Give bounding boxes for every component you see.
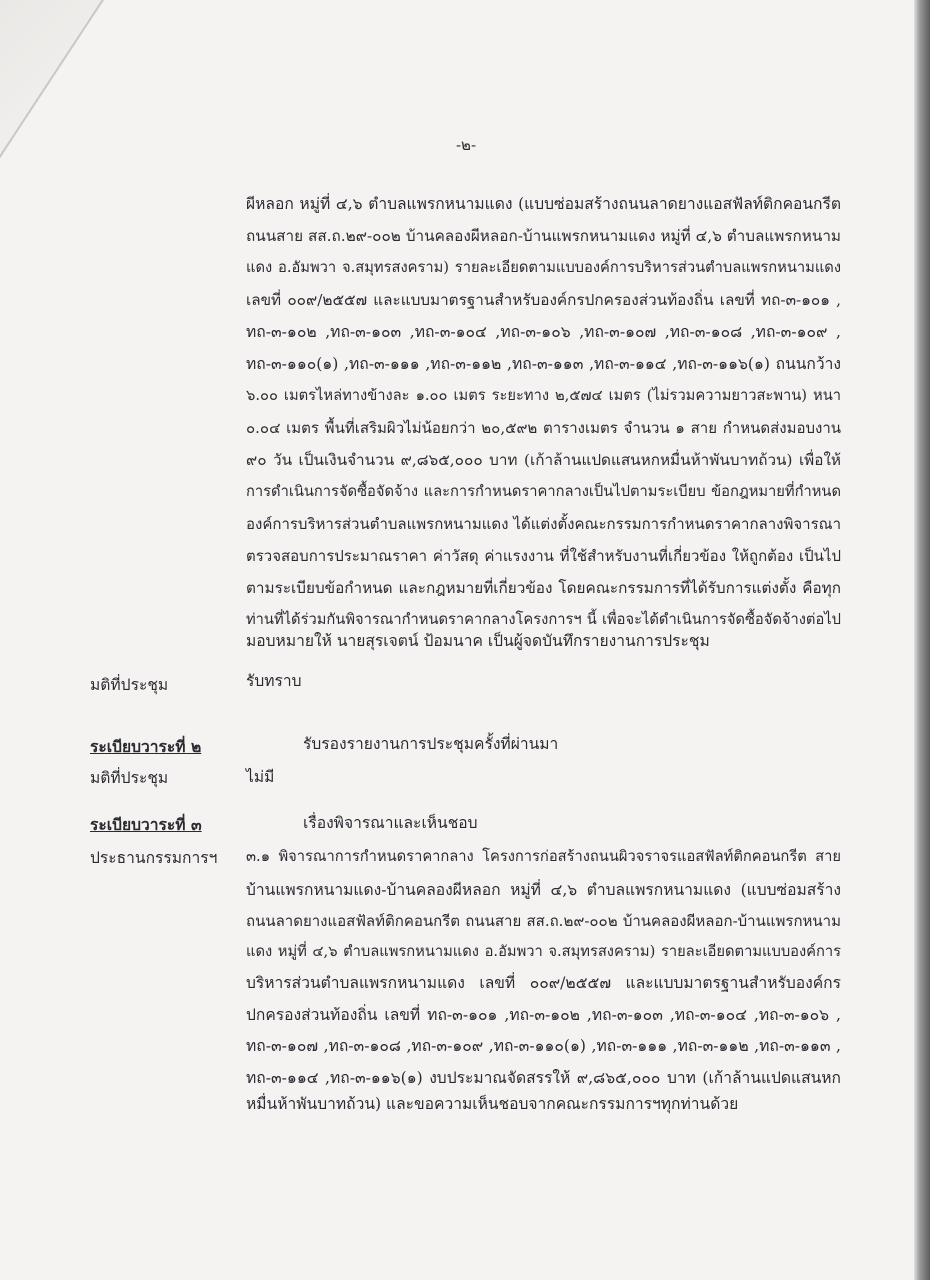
- paragraph-line: แดง หมู่ที่ ๔,๖ ตำบลแพรกหนามแดง อ.อัมพวา จ.สมุทรสงคราม) รายละเอียดตามแบบองค์การ: [246, 943, 841, 960]
- paragraph-line: ๓.๑ พิจารณาการกำหนดราคากลาง โครงการก่อสร้างถนนผิวจราจรแอสฟัลท์ติกคอนกรีต สาย: [246, 848, 841, 865]
- paragraph-line: ปกครองส่วนท้องถิ่น เลขที่ ทถ-๓-๑๐๑ ,ทถ-๓-๑๐๒ ,ทถ-๓-๑๐๓ ,ทถ-๓-๑๐๔ ,ทถ-๓-๑๐๖ ,: [246, 1006, 841, 1024]
- paragraph-line: เลขที่ ๐๐๙/๒๕๕๗ และแบบมาตรฐานสำหรับองค์กรปกครองส่วนท้องถิ่น เลขที่ ทถ-๓-๑๐๑ ,: [246, 291, 841, 309]
- paragraph-line: ผีหลอก หมู่ที่ ๔,๖ ตำบลแพรกหนามแดง (แบบซ่อมสร้างถนนลาดยางแอสฟัลท์ติกคอนกรีต: [246, 195, 841, 213]
- agenda-3-title: เรื่องพิจารณาและเห็นชอบ: [303, 814, 478, 832]
- paragraph-line: ทถ-๓-๑๑๐(๑) ,ทถ-๓-๑๑๑ ,ทถ-๓-๑๑๒ ,ทถ-๓-๑๑๓ ,ทถ-๓-๑๑๔ ,ทถ-๓-๑๑๖(๑) ถนนกว้าง: [246, 355, 841, 373]
- agenda-2-resolution-value: ไม่มี: [246, 768, 275, 786]
- resolution-label: มติที่ประชุม: [90, 676, 169, 694]
- paragraph-line: ตามระเบียบข้อกำหนด และกฎหมายที่เกี่ยวข้อง โดยคณะกรรมการที่ได้รับการแต่งตั้ง คือทุก: [246, 579, 841, 597]
- resolution-value: รับทราบ: [246, 672, 302, 690]
- paragraph-line: บ้านแพรกหนามแดง-บ้านคลองผีหลอก หมู่ที่ ๔,๖ ตำบลแพรกหนามแดง (แบบซ่อมสร้าง: [246, 881, 841, 899]
- paragraph-line: ตรวจสอบการประมาณราคา ค่าวัสดุ ค่าแรงงาน ที่ใช้สำหรับงานที่เกี่ยวข้อง ให้ถูกต้อง เป็นไป: [246, 547, 841, 565]
- paragraph-line: มอบหมายให้ นายสุรเจตน์ ป้อมนาค เป็นผู้จดบันทึกรายงานการประชุม: [246, 632, 710, 650]
- scan-edge-shadow: [914, 0, 930, 1280]
- paragraph-line: องค์การบริหารส่วนตำบลแพรกหนามแดง ได้แต่งตั้งคณะกรรมการกำหนดราคากลางพิจารณา: [246, 515, 841, 533]
- paragraph-line: ท่านที่ได้ร่วมกันพิจารณากำหนดราคากลางโครงการฯ นี้ เพื่อจะได้ดำเนินการจัดซื้อจัดจ้างต่อไป: [246, 611, 841, 628]
- paragraph-line: แดง อ.อัมพวา จ.สมุทรสงคราม) รายละเอียดตามแบบองค์การบริหารส่วนตำบลแพรกหนามแดง: [246, 259, 841, 276]
- page-number: -๒-: [455, 136, 477, 154]
- paragraph-line: ๖.๐๐ เมตรไหล่ทางข้างละ ๑.๐๐ เมตร ระยะทาง ๒,๕๗๔ เมตร (ไม่รวมความยาวสะพาน) หนา: [246, 387, 841, 404]
- agenda-3-heading: ระเบียบวาระที่ ๓: [90, 815, 202, 834]
- paragraph-line: ๐.๐๔ เมตร พื้นที่เสริมผิวไม่น้อยกว่า ๒๐,๕๙๒ ตารางเมตร จำนวน ๑ สาย กำหนดส่งมอบงาน: [246, 419, 841, 437]
- page-corner-fold: [0, 0, 104, 160]
- agenda-2-title: รับรองรายงานการประชุมครั้งที่ผ่านมา: [303, 735, 559, 753]
- agenda-2-heading: ระเบียบวาระที่ ๒: [90, 737, 202, 756]
- paragraph-line: ถนนสาย สส.ถ.๒๙-๐๐๒ บ้านคลองผีหลอก-บ้านแพรกหนามแดง หมู่ที่ ๔,๖ ตำบลแพรกหนาม: [246, 227, 841, 245]
- paragraph-line: บริหารส่วนตำบลแพรกหนามแดง เลขที่ ๐๐๙/๒๕๕๗ และแบบมาตรฐานสำหรับองค์กร: [246, 974, 841, 992]
- paragraph-line: ทถ-๓-๑๐๒ ,ทถ-๓-๑๐๓ ,ทถ-๓-๑๐๔ ,ทถ-๓-๑๐๖ ,ทถ-๓-๑๐๗ ,ทถ-๓-๑๐๘ ,ทถ-๓-๑๐๙ ,: [246, 323, 841, 341]
- speaker-label: ประธานกรรมการฯ: [90, 849, 218, 867]
- paragraph-line: ทถ-๓-๑๐๗ ,ทถ-๓-๑๐๘ ,ทถ-๓-๑๐๙ ,ทถ-๓-๑๑๐(๑) ,ทถ-๓-๑๑๑ ,ทถ-๓-๑๑๒ ,ทถ-๓-๑๑๓ ,: [246, 1037, 841, 1055]
- paragraph-line: ถนนลาดยางแอสฟัลท์ติกคอนกรีต ถนนสาย สส.ถ.๒๙-๐๐๒ บ้านคลองผีหลอก-บ้านแพรกหนาม: [246, 912, 841, 930]
- paragraph-line: ๙๐ วัน เป็นเงินจำนวน ๙,๘๖๕,๐๐๐ บาท (เก้าล้านแปดแสนหกหมื่นห้าพันบาทถ้วน) เพื่อให้: [246, 451, 841, 469]
- paragraph-line: หมื่นห้าพันบาทถ้วน) และขอความเห็นชอบจากคณะกรรมการฯทุกท่านด้วย: [246, 1095, 739, 1113]
- agenda-2-resolution-label: มติที่ประชุม: [90, 769, 169, 787]
- paragraph-line: การดำเนินการจัดซื้อจัดจ้าง และการกำหนดราคากลางเป็นไปตามระเบียบ ข้อกฎหมายที่กำหนด: [246, 483, 841, 500]
- paragraph-line: ทถ-๓-๑๑๔ ,ทถ-๓-๑๑๖(๑) งบประมาณจัดสรรให้ ๙,๘๖๕,๐๐๐ บาท (เก้าล้านแปดแสนหก: [246, 1069, 841, 1087]
